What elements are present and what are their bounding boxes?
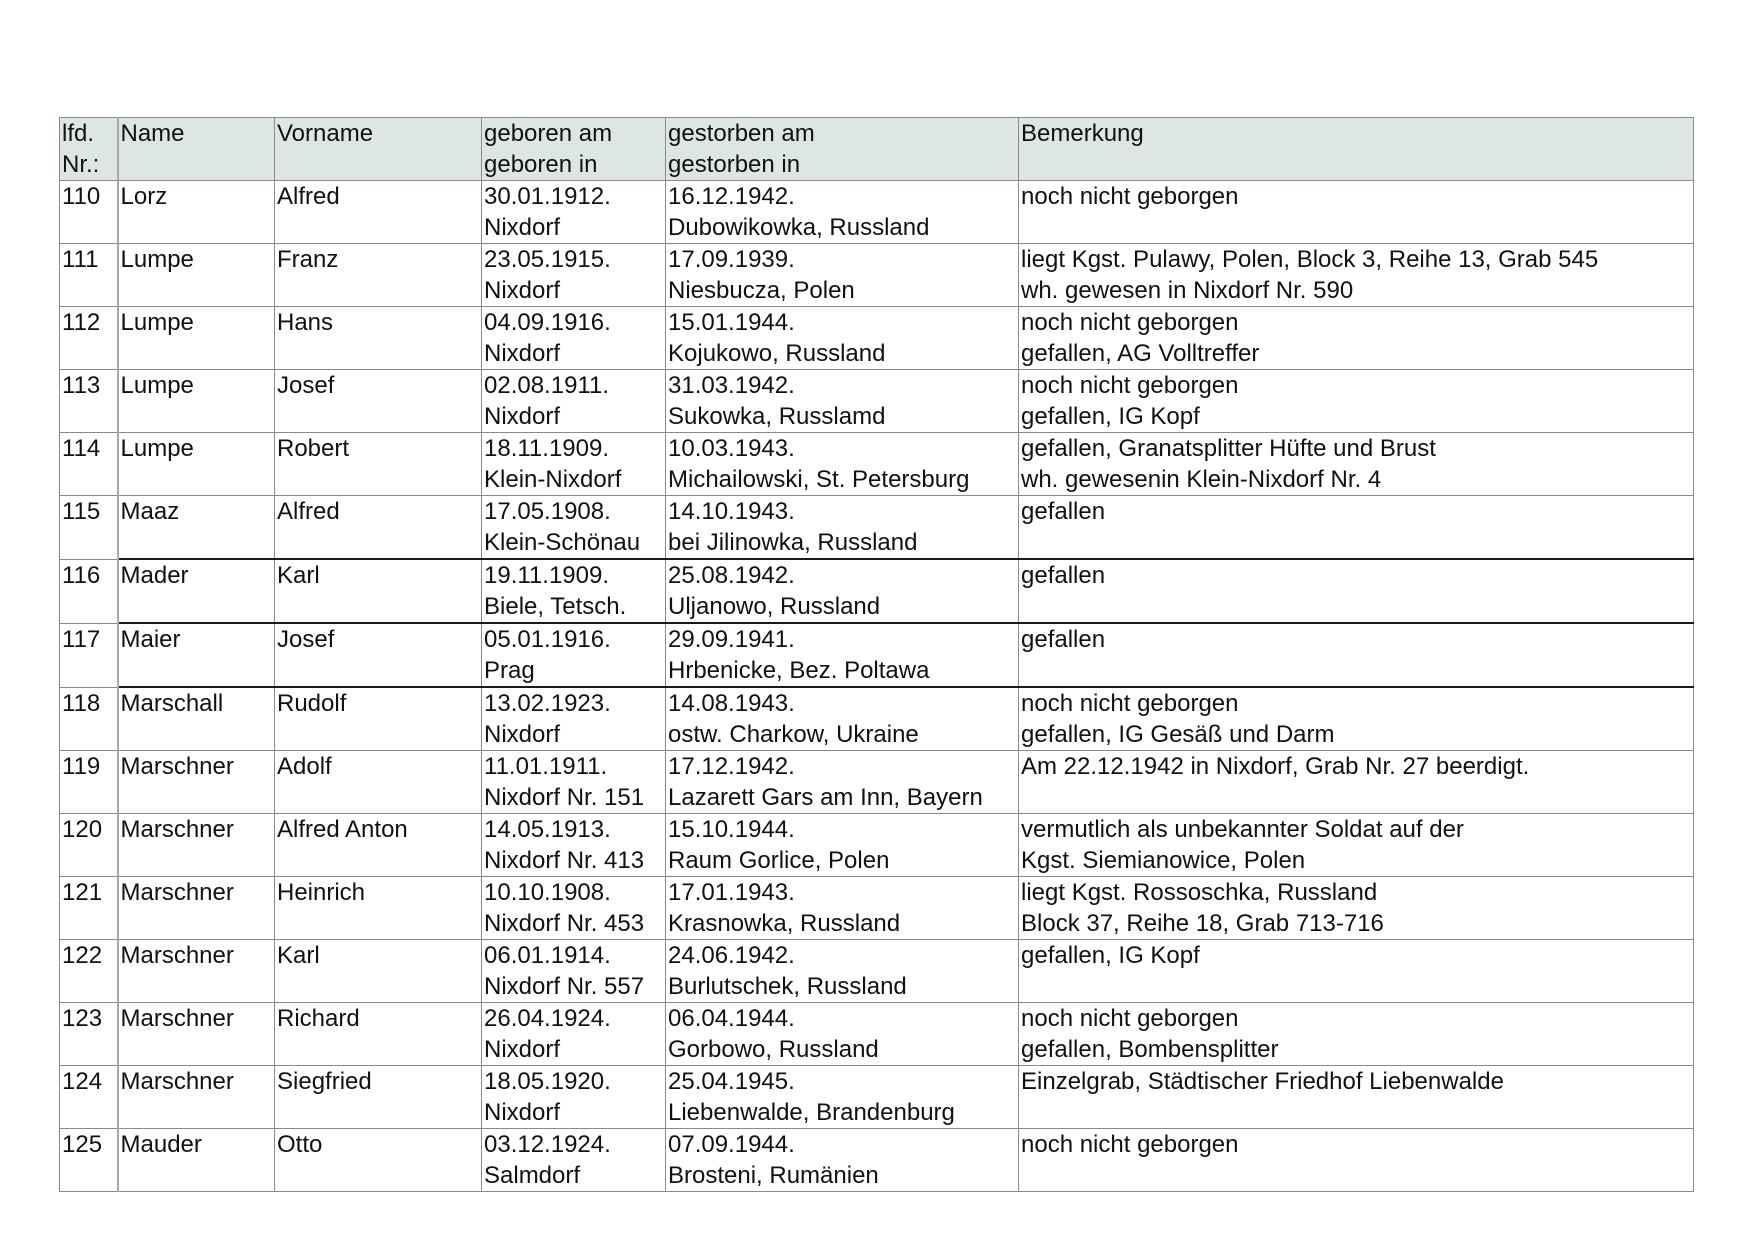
bemerkung-line-1: noch nicht geborgen — [1021, 1005, 1239, 1032]
bemerkung-line-2: wh. gewesenin Klein-Nixdorf Nr. 4 — [1021, 466, 1382, 493]
cell-lfd-nr: 115 — [60, 496, 118, 560]
table-row — [60, 181, 1694, 244]
cell-bemerkung — [1019, 814, 1694, 877]
cell-name: Lumpe — [118, 433, 275, 496]
cell-name: Marschner — [118, 940, 275, 1003]
cell-vorname: Rudolf — [275, 687, 482, 751]
bemerkung-line-1: gefallen — [1021, 498, 1106, 525]
cell-bemerkung — [1019, 877, 1694, 940]
table-body — [60, 181, 1694, 1192]
gestorben-in: ostw. Charkow, Ukraine — [668, 721, 919, 748]
cell-name: Mauder — [118, 1129, 275, 1192]
cell-geboren — [482, 1129, 666, 1192]
table-row — [60, 814, 1694, 877]
gestorben-in: Krasnowka, Russland — [668, 910, 901, 937]
cell-bemerkung — [1019, 307, 1694, 370]
header-lfd-nr — [60, 118, 118, 181]
cell-name: Lumpe — [118, 370, 275, 433]
table-row — [60, 433, 1694, 496]
gestorben-in: Sukowka, Russlamd — [668, 403, 886, 430]
cell-geboren — [482, 1066, 666, 1129]
cell-lfd-nr: 120 — [60, 814, 118, 877]
gestorben-am: 07.09.1944. — [668, 1131, 795, 1158]
cell-lfd-nr: 113 — [60, 370, 118, 433]
table-row — [60, 877, 1694, 940]
geboren-in: Nixdorf — [484, 403, 561, 430]
table-row — [60, 496, 1694, 560]
cell-vorname: Hans — [275, 307, 482, 370]
cell-name: Mader — [118, 559, 275, 623]
geboren-am: 26.04.1924. — [484, 1005, 611, 1032]
cell-name: Marschner — [118, 1066, 275, 1129]
casualty-table — [59, 117, 1694, 1192]
spreadsheet-page — [59, 117, 1693, 1192]
geboren-in: Nixdorf Nr. 453 — [484, 910, 645, 937]
geboren-am: 05.01.1916. — [484, 626, 611, 653]
cell-vorname: Richard — [275, 1003, 482, 1066]
bemerkung-line-2: gefallen, IG Gesäß und Darm — [1021, 721, 1335, 748]
header-row — [60, 118, 1694, 181]
bemerkung-line-2: Block 37, Reihe 18, Grab 713-716 — [1021, 910, 1384, 937]
cell-lfd-nr: 124 — [60, 1066, 118, 1129]
cell-bemerkung — [1019, 687, 1694, 751]
header-vorname: Vorname — [275, 118, 482, 181]
cell-geboren — [482, 940, 666, 1003]
cell-name: Lumpe — [118, 244, 275, 307]
cell-vorname: Alfred — [275, 496, 482, 560]
cell-gestorben — [666, 687, 1019, 751]
geboren-in: Nixdorf Nr. 557 — [484, 973, 645, 1000]
cell-lfd-nr: 116 — [60, 559, 118, 623]
gestorben-in: Liebenwalde, Brandenburg — [668, 1099, 955, 1126]
gestorben-am: 16.12.1942. — [668, 183, 795, 210]
geboren-am: 13.02.1923. — [484, 690, 611, 717]
header-gestorben-in: gestorben in — [668, 151, 801, 178]
cell-geboren — [482, 181, 666, 244]
cell-gestorben — [666, 814, 1019, 877]
bemerkung-line-2: Kgst. Siemianowice, Polen — [1021, 847, 1306, 874]
cell-gestorben — [666, 496, 1019, 560]
table-row — [60, 1066, 1694, 1129]
cell-name: Marschall — [118, 687, 275, 751]
table-row — [60, 751, 1694, 814]
bemerkung-line-1: noch nicht geborgen — [1021, 690, 1239, 717]
gestorben-am: 17.09.1939. — [668, 246, 795, 273]
bemerkung-line-1: gefallen — [1021, 626, 1106, 653]
cell-lfd-nr: 118 — [60, 687, 118, 751]
gestorben-am: 25.04.1945. — [668, 1068, 795, 1095]
cell-geboren — [482, 623, 666, 687]
cell-lfd-nr: 117 — [60, 623, 118, 687]
bemerkung-line-2: gefallen, IG Kopf — [1021, 403, 1200, 430]
geboren-am: 23.05.1915. — [484, 246, 611, 273]
cell-geboren — [482, 1003, 666, 1066]
table-row — [60, 940, 1694, 1003]
bemerkung-line-1: gefallen, IG Kopf — [1021, 942, 1200, 969]
cell-bemerkung — [1019, 559, 1694, 623]
cell-name: Marschner — [118, 814, 275, 877]
cell-lfd-nr: 110 — [60, 181, 118, 244]
gestorben-in: Brosteni, Rumänien — [668, 1162, 879, 1189]
table-row — [60, 244, 1694, 307]
cell-gestorben — [666, 1066, 1019, 1129]
cell-vorname: Heinrich — [275, 877, 482, 940]
cell-lfd-nr: 125 — [60, 1129, 118, 1192]
gestorben-am: 15.01.1944. — [668, 309, 795, 336]
header-geboren-in: geboren in — [484, 151, 598, 178]
cell-bemerkung — [1019, 370, 1694, 433]
gestorben-am: 14.08.1943. — [668, 690, 795, 717]
table-row — [60, 623, 1694, 687]
gestorben-in: Gorbowo, Russland — [668, 1036, 879, 1063]
cell-lfd-nr: 119 — [60, 751, 118, 814]
cell-gestorben — [666, 623, 1019, 687]
cell-gestorben — [666, 751, 1019, 814]
cell-vorname: Karl — [275, 940, 482, 1003]
header-gestorben-am: gestorben am — [668, 120, 815, 147]
cell-name: Lumpe — [118, 307, 275, 370]
bemerkung-line-2: wh. gewesen in Nixdorf Nr. 590 — [1021, 277, 1354, 304]
cell-bemerkung — [1019, 433, 1694, 496]
cell-lfd-nr: 121 — [60, 877, 118, 940]
gestorben-in: Raum Gorlice, Polen — [668, 847, 890, 874]
bemerkung-line-1: noch nicht geborgen — [1021, 309, 1239, 336]
cell-bemerkung — [1019, 496, 1694, 560]
geboren-am: 18.11.1909. — [484, 435, 610, 462]
gestorben-am: 29.09.1941. — [668, 626, 795, 653]
header-lfd-line1: lfd. — [62, 120, 95, 147]
cell-geboren — [482, 559, 666, 623]
cell-vorname: Adolf — [275, 751, 482, 814]
cell-gestorben — [666, 1003, 1019, 1066]
geboren-in: Nixdorf Nr. 151 — [484, 784, 645, 811]
cell-vorname: Karl — [275, 559, 482, 623]
header-name: Name — [118, 118, 275, 181]
cell-bemerkung — [1019, 1003, 1694, 1066]
cell-gestorben — [666, 433, 1019, 496]
cell-gestorben — [666, 877, 1019, 940]
geboren-am: 04.09.1916. — [484, 309, 611, 336]
header-lfd-line2: Nr.: — [62, 151, 100, 178]
header-geboren — [482, 118, 666, 181]
geboren-am: 14.05.1913. — [484, 816, 611, 843]
gestorben-in: Niesbucza, Polen — [668, 277, 855, 304]
gestorben-am: 15.10.1944. — [668, 816, 795, 843]
gestorben-in: Lazarett Gars am Inn, Bayern — [668, 784, 983, 811]
gestorben-in: bei Jilinowka, Russland — [668, 529, 918, 556]
cell-name: Lorz — [118, 181, 275, 244]
gestorben-am: 31.03.1942. — [668, 372, 795, 399]
cell-vorname: Siegfried — [275, 1066, 482, 1129]
cell-geboren — [482, 877, 666, 940]
cell-bemerkung — [1019, 751, 1694, 814]
gestorben-am: 17.01.1943. — [668, 879, 795, 906]
cell-gestorben — [666, 940, 1019, 1003]
geboren-am: 03.12.1924. — [484, 1131, 611, 1158]
gestorben-in: Kojukowo, Russland — [668, 340, 886, 367]
geboren-am: 11.01.1911. — [484, 753, 608, 780]
gestorben-in: Hrbenicke, Bez. Poltawa — [668, 657, 930, 684]
bemerkung-line-2: gefallen, Bombensplitter — [1021, 1036, 1279, 1063]
gestorben-am: 25.08.1942. — [668, 562, 795, 589]
cell-geboren — [482, 244, 666, 307]
geboren-in: Nixdorf — [484, 1099, 561, 1126]
table-row — [60, 687, 1694, 751]
bemerkung-line-1: noch nicht geborgen — [1021, 372, 1239, 399]
geboren-in: Nixdorf — [484, 1036, 561, 1063]
cell-gestorben — [666, 1129, 1019, 1192]
geboren-am: 30.01.1912. — [484, 183, 611, 210]
cell-vorname: Alfred Anton — [275, 814, 482, 877]
cell-bemerkung — [1019, 244, 1694, 307]
cell-vorname: Franz — [275, 244, 482, 307]
geboren-am: 19.11.1909. — [484, 562, 610, 589]
cell-geboren — [482, 370, 666, 433]
cell-name: Maaz — [118, 496, 275, 560]
table-row — [60, 1003, 1694, 1066]
geboren-in: Klein-Nixdorf — [484, 466, 622, 493]
gestorben-am: 06.04.1944. — [668, 1005, 795, 1032]
bemerkung-line-1: noch nicht geborgen — [1021, 1131, 1239, 1158]
cell-geboren — [482, 814, 666, 877]
cell-lfd-nr: 123 — [60, 1003, 118, 1066]
cell-lfd-nr: 122 — [60, 940, 118, 1003]
geboren-am: 02.08.1911. — [484, 372, 610, 399]
geboren-am: 17.05.1908. — [484, 498, 611, 525]
geboren-am: 10.10.1908. — [484, 879, 611, 906]
bemerkung-line-1: Am 22.12.1942 in Nixdorf, Grab Nr. 27 beerdigt. — [1021, 753, 1530, 780]
bemerkung-line-1: gefallen, Granatsplitter Hüfte und Brust — [1021, 435, 1436, 462]
bemerkung-line-1: Einzelgrab, Städtischer Friedhof Liebenwalde — [1021, 1068, 1504, 1095]
cell-name: Marschner — [118, 877, 275, 940]
table-row — [60, 307, 1694, 370]
gestorben-in: Burlutschek, Russland — [668, 973, 907, 1000]
cell-name: Marschner — [118, 1003, 275, 1066]
geboren-in: Nixdorf Nr. 413 — [484, 847, 645, 874]
header-bemerkung: Bemerkung — [1019, 118, 1694, 181]
bemerkung-line-1: liegt Kgst. Pulawy, Polen, Block 3, Reihe 13, Grab 545 — [1021, 246, 1599, 273]
cell-vorname: Josef — [275, 370, 482, 433]
cell-vorname: Josef — [275, 623, 482, 687]
geboren-in: Biele, Tetsch. — [484, 593, 627, 620]
cell-lfd-nr: 112 — [60, 307, 118, 370]
gestorben-am: 10.03.1943. — [668, 435, 795, 462]
geboren-in: Salmdorf — [484, 1162, 581, 1189]
cell-gestorben — [666, 181, 1019, 244]
cell-bemerkung — [1019, 940, 1694, 1003]
cell-vorname: Alfred — [275, 181, 482, 244]
cell-gestorben — [666, 244, 1019, 307]
cell-geboren — [482, 307, 666, 370]
cell-gestorben — [666, 307, 1019, 370]
bemerkung-line-1: gefallen — [1021, 562, 1106, 589]
geboren-in: Klein-Schönau — [484, 529, 641, 556]
header-geboren-am: geboren am — [484, 120, 613, 147]
bemerkung-line-1: vermutlich als unbekannter Soldat auf der — [1021, 816, 1464, 843]
cell-lfd-nr: 111 — [60, 244, 118, 307]
cell-geboren — [482, 433, 666, 496]
cell-vorname: Otto — [275, 1129, 482, 1192]
cell-bemerkung — [1019, 181, 1694, 244]
cell-geboren — [482, 496, 666, 560]
cell-bemerkung — [1019, 1066, 1694, 1129]
cell-bemerkung — [1019, 623, 1694, 687]
geboren-in: Prag — [484, 657, 535, 684]
table-row — [60, 559, 1694, 623]
bemerkung-line-1: liegt Kgst. Rossoschka, Russland — [1021, 879, 1378, 906]
gestorben-am: 17.12.1942. — [668, 753, 795, 780]
cell-vorname: Robert — [275, 433, 482, 496]
cell-lfd-nr: 114 — [60, 433, 118, 496]
geboren-in: Nixdorf — [484, 721, 561, 748]
cell-name: Marschner — [118, 751, 275, 814]
gestorben-in: Dubowikowka, Russland — [668, 214, 930, 241]
geboren-am: 18.05.1920. — [484, 1068, 611, 1095]
geboren-am: 06.01.1914. — [484, 942, 611, 969]
gestorben-in: Michailowski, St. Petersburg — [668, 466, 970, 493]
geboren-in: Nixdorf — [484, 214, 561, 241]
gestorben-am: 14.10.1943. — [668, 498, 795, 525]
cell-gestorben — [666, 559, 1019, 623]
geboren-in: Nixdorf — [484, 277, 561, 304]
bemerkung-line-2: gefallen, AG Volltreffer — [1021, 340, 1260, 367]
cell-name: Maier — [118, 623, 275, 687]
bemerkung-line-1: noch nicht geborgen — [1021, 183, 1239, 210]
table-row — [60, 370, 1694, 433]
cell-geboren — [482, 687, 666, 751]
header-gestorben — [666, 118, 1019, 181]
geboren-in: Nixdorf — [484, 340, 561, 367]
cell-geboren — [482, 751, 666, 814]
gestorben-in: Uljanowo, Russland — [668, 593, 881, 620]
gestorben-am: 24.06.1942. — [668, 942, 795, 969]
cell-bemerkung — [1019, 1129, 1694, 1192]
cell-gestorben — [666, 370, 1019, 433]
table-row — [60, 1129, 1694, 1192]
